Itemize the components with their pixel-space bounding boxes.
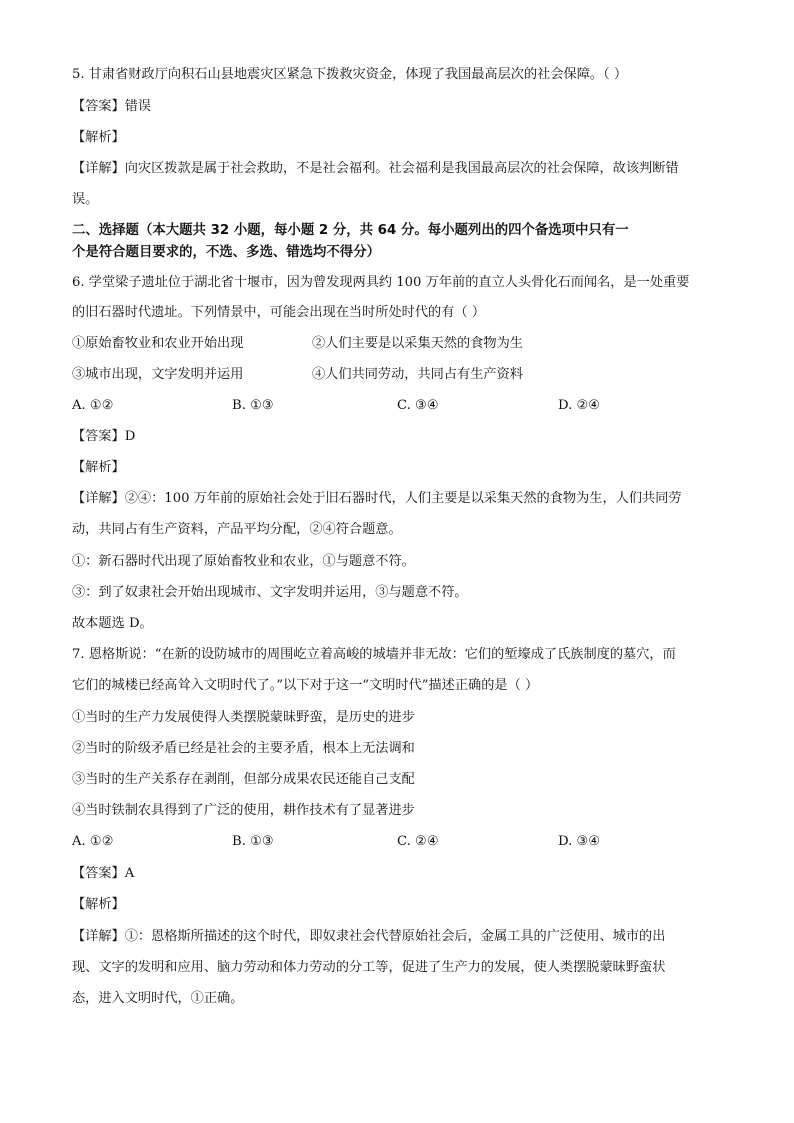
- q7-option-c: C. ②④: [397, 834, 439, 849]
- q6-item-1: ①原始畜牧业和农业开始出现: [72, 336, 244, 351]
- q7-item-4: ④当时铁制农具得到了广泛的使用，耕作技术有了显著进步: [72, 803, 415, 818]
- q7-detail-line-2: 现、文字的发明和应用、脑力劳动和体力劳动的分工等，促进了生产力的发展，使人类摆脱蒙昧野蛮状: [72, 960, 666, 975]
- q6-option-a: A. ①②: [72, 398, 114, 413]
- q5-detail-line-2: 误。: [72, 192, 99, 207]
- q5-answer: 【答案】错误: [72, 99, 152, 114]
- q7-detail-line-1: 【详解】①：恩格斯所描述的这个时代，即奴隶社会代替原始社会后，金属工具的广泛使用、城市的出: [72, 929, 666, 944]
- q6-item-2: ②人们主要是以采集天然的食物为生: [312, 336, 523, 351]
- q6-answer: 【答案】D: [72, 429, 136, 444]
- q5-question: 5. 甘肃省财政厅向积石山县地震灾区紧急下拨救灾资金，体现了我国最高层次的社会保障。（ ）: [72, 67, 628, 82]
- q7-option-b: B. ①③: [232, 834, 274, 849]
- section-heading-line-1: 二、选择题（本大题共 32 小题，每小题 2 分，共 64 分。每小题列出的四个备选项中只有一: [72, 223, 629, 238]
- q6-detail-line-2: 动，共同占有生产资料，产品平均分配，②④符合题意。: [72, 522, 402, 537]
- section-heading-line-2: 个是符合题目要求的，不选、多选、错选均不得分）: [72, 245, 380, 260]
- q6-option-d: D. ②④: [558, 398, 601, 413]
- q6-item-4: ④人们共同劳动，共同占有生产资料: [312, 367, 523, 382]
- q7-stem-line-1: 7. 恩格斯说：“在新的设防城市的周围屹立着高峻的城墙并非无故：它们的堑壕成了氏族制度的墓穴，而: [72, 647, 676, 662]
- q6-items-row-2: [72, 366, 523, 384]
- q7-item-3: ③当时的生产关系存在剥削，但部分成果农民还能自己支配: [72, 772, 415, 787]
- q5-detail-line-1: 【详解】向灾区拨款是属于社会救助，不是社会福利。社会福利是我国最高层次的社会保障，故该判断错: [72, 161, 679, 176]
- q6-option-b: B. ①③: [232, 398, 274, 413]
- q7-item-2: ②当时的阶级矛盾已经是社会的主要矛盾，根本上无法调和: [72, 741, 415, 756]
- q7-stem-line-2: 它们的城楼已经高耸入文明时代了。”以下对于这一“文明时代”描述正确的是（ ）: [72, 678, 539, 693]
- q6-stem-line-1: 6. 学堂梁子遗址位于湖北省十堰市，因为曾发现两具约 100 万年前的直立人头骨化石而闻名，是一处重要: [72, 275, 690, 290]
- q6-detail-line-5: 故本题选 D。: [72, 616, 153, 631]
- q6-detail-line-4: ③：到了奴隶社会开始出现城市、文字发明并运用，③与题意不符。: [72, 585, 468, 600]
- q6-detail-line-1: 【详解】②④：100 万年前的原始社会处于旧石器时代，人们主要是以采集天然的食物为生，人们共同劳: [72, 491, 682, 506]
- q6-analysis-label: 【解析】: [72, 460, 125, 475]
- q6-item-3: ③城市出现，文字发明并运用: [72, 367, 244, 382]
- q6-items-row-1: [72, 335, 523, 353]
- q6-stem-line-2: 的旧石器时代遗址。下列情景中，可能会出现在当时所处时代的有（ ）: [72, 305, 486, 320]
- q7-option-d: D. ③④: [558, 834, 601, 849]
- q6-detail-line-3: ①：新石器时代出现了原始畜牧业和农业，①与题意不符。: [72, 554, 415, 569]
- q5-analysis-label: 【解析】: [72, 130, 125, 145]
- q7-item-1: ①当时的生产力发展使得人类摆脱蒙昧野蛮，是历史的进步: [72, 710, 415, 725]
- q6-option-c: C. ③④: [397, 398, 439, 413]
- q7-option-a: A. ①②: [72, 834, 114, 849]
- q7-detail-line-3: 态，进入文明时代，①正确。: [72, 991, 244, 1006]
- q7-analysis-label: 【解析】: [72, 897, 125, 912]
- q7-answer: 【答案】A: [72, 866, 135, 881]
